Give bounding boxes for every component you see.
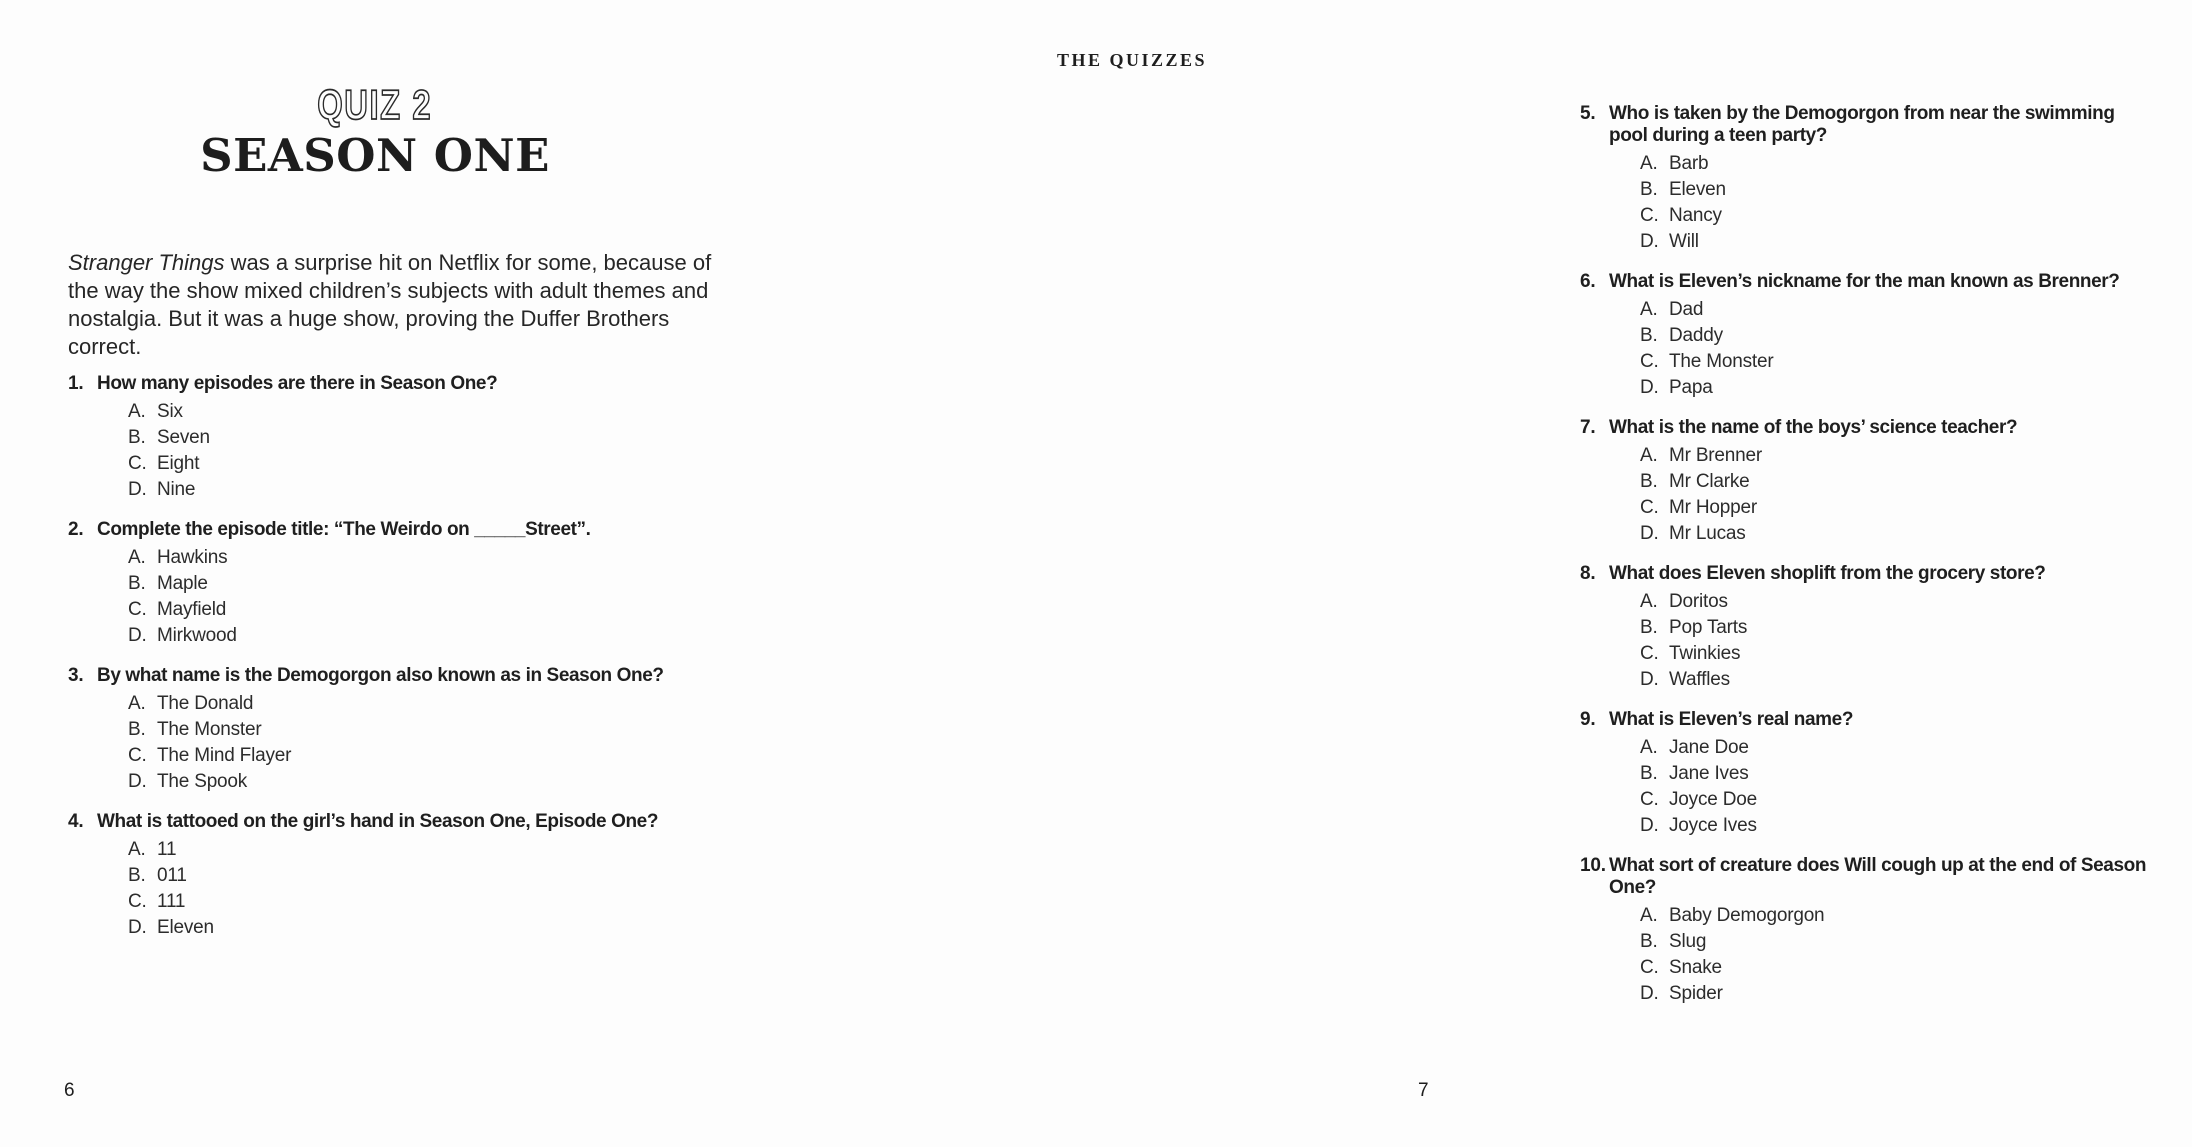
options-list (128, 837, 738, 941)
option-text: Daddy (1669, 325, 1723, 346)
option-letter: B. (1640, 763, 1658, 784)
option-letter: A. (1640, 445, 1658, 466)
option (1640, 735, 2192, 761)
quiz-title-block (0, 82, 750, 181)
options-list (128, 545, 738, 649)
option-letter: B. (128, 865, 146, 886)
option-letter: D. (128, 625, 147, 646)
option-letter: B. (1640, 931, 1658, 952)
question-3 (68, 665, 738, 795)
option-text: Nancy (1669, 205, 1722, 226)
questions-list-right (1580, 103, 2192, 1023)
option (128, 545, 738, 571)
option-letter: C. (1640, 957, 1659, 978)
question-10 (1580, 855, 2192, 1007)
option-text: Joyce Ives (1669, 815, 1757, 836)
option (128, 889, 738, 915)
option-letter: B. (128, 719, 146, 740)
option-letter: D. (128, 479, 147, 500)
option (128, 717, 738, 743)
option-letter: D. (128, 917, 147, 938)
question-head (68, 811, 738, 833)
option (1640, 443, 2192, 469)
option-letter: A. (128, 401, 146, 422)
book-page-left (0, 0, 750, 1147)
option-letter: A. (1640, 153, 1658, 174)
option-letter: B. (1640, 179, 1658, 200)
option-text: 011 (157, 865, 187, 886)
option (128, 597, 738, 623)
options-list (1640, 443, 2192, 547)
option-letter: B. (1640, 325, 1658, 346)
intro-text: was a surprise hit on Netflix for some, because of the way the show mixed children’s subjects with adult themes and nostalgia. But it was a huge show, proving the Duffer Brothers correct. (68, 250, 712, 359)
option-letter: C. (1640, 497, 1659, 518)
option-letter: A. (1640, 299, 1658, 320)
option (128, 691, 738, 717)
option-letter: B. (128, 573, 146, 594)
option-text: Baby Demogorgon (1669, 905, 1825, 926)
option-letter: C. (1640, 351, 1659, 372)
option-text: Mr Lucas (1669, 523, 1746, 544)
option (1640, 203, 2192, 229)
option-text: Will (1669, 231, 1699, 252)
page-number-left: 6 (64, 1080, 75, 1101)
option-text: Pop Tarts (1669, 617, 1748, 638)
question-1 (68, 373, 738, 503)
question-head (1580, 103, 2192, 147)
option-letter: D. (1640, 231, 1659, 252)
question-head (68, 519, 738, 541)
option-text: Six (157, 401, 183, 422)
option-letter: A. (128, 693, 146, 714)
quiz-label-row (0, 82, 750, 128)
option (128, 623, 738, 649)
question-number: 2. (68, 519, 84, 540)
question-2 (68, 519, 738, 649)
option (128, 915, 738, 941)
option-text: Barb (1669, 153, 1709, 174)
question-number: 8. (1580, 563, 1596, 584)
option-text: Mirkwood (157, 625, 237, 646)
option (128, 399, 738, 425)
quiz-number-label: QUIZ 2 (317, 81, 433, 128)
question-number: 5. (1580, 103, 1596, 124)
option-letter: A. (1640, 905, 1658, 926)
question-head (1580, 271, 2192, 293)
question-head (68, 665, 738, 687)
option-text: The Monster (157, 719, 262, 740)
option (1640, 229, 2192, 255)
option-text: 111 (157, 891, 186, 912)
question-4 (68, 811, 738, 941)
question-6 (1580, 271, 2192, 401)
option-text: The Donald (157, 693, 254, 714)
options-list (128, 399, 738, 503)
option-letter: A. (1640, 591, 1658, 612)
option-text: Eight (157, 453, 200, 474)
question-8 (1580, 563, 2192, 693)
option-text: Mr Clarke (1669, 471, 1750, 492)
question-text: What is tattooed on the girl’s hand in Season One, Episode One? (97, 811, 659, 832)
option-text: Seven (157, 427, 210, 448)
options-list (1640, 735, 2192, 839)
options-list (1640, 903, 2192, 1007)
option-text: The Spook (157, 771, 248, 792)
question-number: 9. (1580, 709, 1596, 730)
option (1640, 955, 2192, 981)
options-list (1640, 589, 2192, 693)
option-text: Hawkins (157, 547, 228, 568)
question-text: Complete the episode title: “The Weirdo on _____Street”. (97, 519, 591, 540)
option-text: 11 (157, 839, 177, 860)
option-letter: D. (1640, 523, 1659, 544)
question-9 (1580, 709, 2192, 839)
question-text: What is Eleven’s nickname for the man known as Brenner? (1609, 271, 2120, 292)
running-header: THE QUIZZES (1056, 50, 1208, 70)
option (128, 743, 738, 769)
option-letter: C. (128, 891, 147, 912)
option-text: Slug (1669, 931, 1707, 952)
option-text: Dad (1669, 299, 1704, 320)
option-letter: D. (1640, 669, 1659, 690)
question-number: 4. (68, 811, 84, 832)
question-text: What is the name of the boys’ science teacher? (1609, 417, 2018, 438)
option (1640, 903, 2192, 929)
question-number: 7. (1580, 417, 1596, 438)
option-text: Jane Doe (1669, 737, 1749, 758)
question-text: What is Eleven’s real name? (1609, 709, 1854, 730)
option-letter: A. (128, 839, 146, 860)
option-letter: D. (1640, 377, 1659, 398)
option-letter: D. (1640, 983, 1659, 1004)
option-text: Waffles (1669, 669, 1730, 690)
option-text: Doritos (1669, 591, 1728, 612)
option (128, 769, 738, 795)
option-letter: A. (128, 547, 146, 568)
quiz-title: SEASON ONE (200, 129, 550, 182)
option-letter: B. (1640, 617, 1658, 638)
option (1640, 615, 2192, 641)
intro-paragraph (68, 249, 726, 361)
option (1640, 929, 2192, 955)
questions-list-left (68, 373, 738, 957)
question-number: 3. (68, 665, 84, 686)
option (1640, 151, 2192, 177)
option-text: Nine (157, 479, 196, 500)
option (128, 477, 738, 503)
question-text: By what name is the Demogorgon also known as in Season One? (97, 665, 664, 686)
option (1640, 813, 2192, 839)
question-head (68, 373, 738, 395)
option-letter: B. (1640, 471, 1658, 492)
question-number: 10. (1580, 855, 1606, 876)
option (128, 451, 738, 477)
option (1640, 667, 2192, 693)
option-letter: D. (128, 771, 147, 792)
question-7 (1580, 417, 2192, 547)
book-page-right (750, 0, 2147, 1147)
question-number: 6. (1580, 271, 1596, 292)
option-letter: B. (128, 427, 146, 448)
options-list (128, 691, 738, 795)
question-text: Who is taken by the Demogorgon from near the swimming pool during a teen party? (1609, 103, 2115, 146)
question-head (1580, 855, 2192, 899)
option (1640, 323, 2192, 349)
option-letter: A. (1640, 737, 1658, 758)
option (128, 425, 738, 451)
question-5 (1580, 103, 2192, 255)
option (128, 571, 738, 597)
option-text: Eleven (157, 917, 214, 938)
option-letter: C. (128, 745, 147, 766)
question-number: 1. (68, 373, 84, 394)
option (1640, 469, 2192, 495)
option (1640, 297, 2192, 323)
option-letter: C. (1640, 643, 1659, 664)
options-list (1640, 297, 2192, 401)
option-letter: D. (1640, 815, 1659, 836)
option-text: Joyce Doe (1669, 789, 1757, 810)
option-text: Snake (1669, 957, 1722, 978)
option-text: Twinkies (1669, 643, 1741, 664)
option (128, 837, 738, 863)
option-text: Mayfield (157, 599, 227, 620)
intro-italic-title: Stranger Things (68, 250, 225, 275)
option-text: Maple (157, 573, 208, 594)
option-text: Spider (1669, 983, 1723, 1004)
option-text: Eleven (1669, 179, 1726, 200)
option (1640, 177, 2192, 203)
options-list (1640, 151, 2192, 255)
option (1640, 589, 2192, 615)
option-text: Jane Ives (1669, 763, 1749, 784)
option-text: Papa (1669, 377, 1713, 398)
option-text: Mr Hopper (1669, 497, 1757, 518)
option-letter: C. (1640, 205, 1659, 226)
option-letter: C. (1640, 789, 1659, 810)
quiz-title-row (0, 128, 750, 181)
question-text: What sort of creature does Will cough up at the end of Season One? (1609, 855, 2147, 898)
option (1640, 375, 2192, 401)
option-text: The Monster (1669, 351, 1774, 372)
option (1640, 981, 2192, 1007)
option-text: Mr Brenner (1669, 445, 1763, 466)
option-letter: C. (128, 599, 147, 620)
option (1640, 641, 2192, 667)
option (128, 863, 738, 889)
option-letter: C. (128, 453, 147, 474)
page-number-right: 7 (1418, 1080, 1429, 1101)
option (1640, 495, 2192, 521)
option (1640, 521, 2192, 547)
option (1640, 349, 2192, 375)
question-head (1580, 417, 2192, 439)
option-text: The Mind Flayer (157, 745, 292, 766)
question-text: What does Eleven shoplift from the grocery store? (1609, 563, 2046, 584)
question-head (1580, 563, 2192, 585)
option (1640, 761, 2192, 787)
question-head (1580, 709, 2192, 731)
option (1640, 787, 2192, 813)
question-text: How many episodes are there in Season One? (97, 373, 498, 394)
